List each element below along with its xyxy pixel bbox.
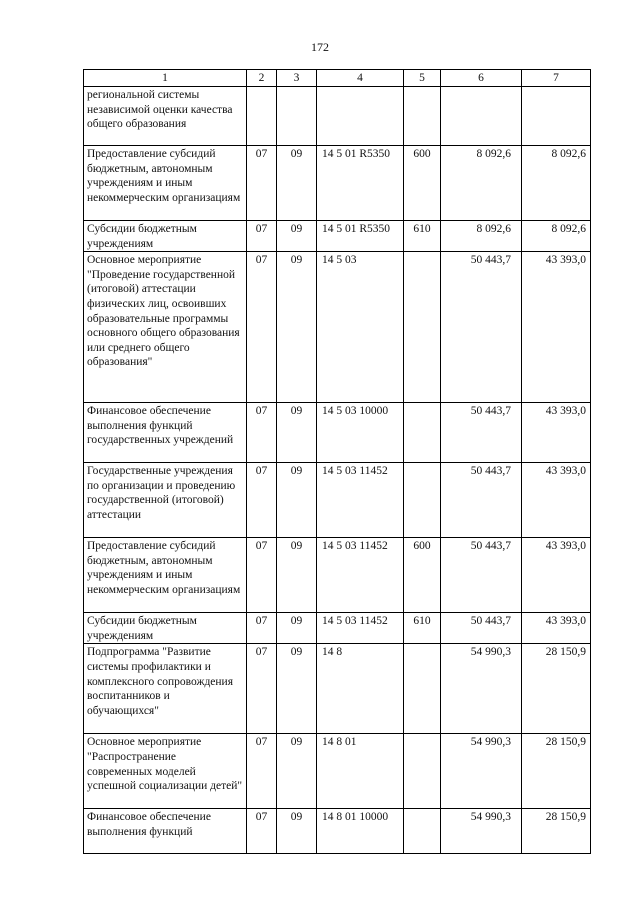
row-description: Финансовое обеспечение выполнения функций bbox=[84, 809, 247, 854]
column-header: 2 bbox=[247, 70, 277, 87]
row-amount-col7: 8 092,6 bbox=[522, 146, 591, 221]
row-target-article: 14 5 03 11452 bbox=[317, 463, 404, 538]
row-description: Государственные учреждения по организации и проведению государственной (итоговой) аттестации bbox=[84, 463, 247, 538]
row-subsection: 09 bbox=[277, 252, 317, 403]
row-amount-col7 bbox=[522, 87, 591, 146]
row-target-article: 14 5 03 10000 bbox=[317, 403, 404, 463]
table-row bbox=[84, 538, 591, 613]
row-target-article: 14 5 03 bbox=[317, 252, 404, 403]
column-header: 6 bbox=[441, 70, 522, 87]
row-section: 07 bbox=[247, 146, 277, 221]
row-section: 07 bbox=[247, 252, 277, 403]
table-row bbox=[84, 403, 591, 463]
row-amount-col6: 50 443,7 bbox=[441, 252, 522, 403]
row-amount-col7: 43 393,0 bbox=[522, 403, 591, 463]
table-row bbox=[84, 613, 591, 644]
row-subsection: 09 bbox=[277, 403, 317, 463]
row-expense-type: 600 bbox=[404, 538, 441, 613]
row-amount-col7: 43 393,0 bbox=[522, 252, 591, 403]
row-target-article: 14 5 03 11452 bbox=[317, 538, 404, 613]
row-subsection: 09 bbox=[277, 809, 317, 854]
row-section: 07 bbox=[247, 734, 277, 809]
column-header: 7 bbox=[522, 70, 591, 87]
row-description: Основное мероприятие "Проведение государственной (итоговой) аттестации физических лиц, освоивших образовательные программы основного общего образования или среднего общего образования" bbox=[84, 252, 247, 403]
row-target-article: 14 5 01 R5350 bbox=[317, 146, 404, 221]
row-amount-col7: 43 393,0 bbox=[522, 538, 591, 613]
row-subsection: 09 bbox=[277, 613, 317, 644]
row-expense-type: 610 bbox=[404, 221, 441, 252]
row-target-article: 14 5 03 11452 bbox=[317, 613, 404, 644]
row-description: Субсидии бюджетным учреждениям bbox=[84, 613, 247, 644]
row-amount-col6: 50 443,7 bbox=[441, 463, 522, 538]
table-row bbox=[84, 463, 591, 538]
row-subsection: 09 bbox=[277, 644, 317, 734]
row-amount-col7: 28 150,9 bbox=[522, 734, 591, 809]
column-header: 4 bbox=[317, 70, 404, 87]
row-target-article bbox=[317, 87, 404, 146]
column-header: 3 bbox=[277, 70, 317, 87]
row-section: 07 bbox=[247, 809, 277, 854]
row-amount-col7: 28 150,9 bbox=[522, 644, 591, 734]
row-amount-col6: 54 990,3 bbox=[441, 734, 522, 809]
row-amount-col6: 50 443,7 bbox=[441, 613, 522, 644]
row-target-article: 14 5 01 R5350 bbox=[317, 221, 404, 252]
row-amount-col6 bbox=[441, 87, 522, 146]
row-target-article: 14 8 01 10000 bbox=[317, 809, 404, 854]
row-target-article: 14 8 bbox=[317, 644, 404, 734]
row-amount-col7: 43 393,0 bbox=[522, 613, 591, 644]
row-expense-type: 600 bbox=[404, 146, 441, 221]
table-row bbox=[84, 87, 591, 146]
row-description: Финансовое обеспечение выполнения функций государственных учреждений bbox=[84, 403, 247, 463]
row-subsection: 09 bbox=[277, 221, 317, 252]
row-description: Основное мероприятие "Распространение современных моделей успешной социализации детей" bbox=[84, 734, 247, 809]
row-expense-type bbox=[404, 252, 441, 403]
table-row bbox=[84, 252, 591, 403]
row-description: Субсидии бюджетным учреждениям bbox=[84, 221, 247, 252]
row-amount-col7: 8 092,6 bbox=[522, 221, 591, 252]
row-expense-type bbox=[404, 809, 441, 854]
row-expense-type: 610 bbox=[404, 613, 441, 644]
row-expense-type bbox=[404, 644, 441, 734]
row-expense-type bbox=[404, 403, 441, 463]
row-subsection: 09 bbox=[277, 146, 317, 221]
column-header: 1 bbox=[84, 70, 247, 87]
table-row bbox=[84, 644, 591, 734]
row-target-article: 14 8 01 bbox=[317, 734, 404, 809]
row-section: 07 bbox=[247, 613, 277, 644]
budget-table bbox=[83, 69, 591, 854]
row-description: региональной системы независимой оценки качества общего образования bbox=[84, 87, 247, 146]
row-expense-type bbox=[404, 734, 441, 809]
page-number: 172 bbox=[311, 40, 329, 54]
row-expense-type bbox=[404, 87, 441, 146]
row-amount-col6: 54 990,3 bbox=[441, 809, 522, 854]
row-amount-col7: 28 150,9 bbox=[522, 809, 591, 854]
table-row bbox=[84, 221, 591, 252]
table-row bbox=[84, 146, 591, 221]
row-section: 07 bbox=[247, 463, 277, 538]
table-row bbox=[84, 809, 591, 854]
row-subsection: 09 bbox=[277, 734, 317, 809]
row-subsection: 09 bbox=[277, 538, 317, 613]
row-section: 07 bbox=[247, 221, 277, 252]
row-amount-col6: 54 990,3 bbox=[441, 644, 522, 734]
row-section: 07 bbox=[247, 538, 277, 613]
row-description: Предоставление субсидий бюджетным, автономным учреждениям и иным некоммерческим организациям bbox=[84, 538, 247, 613]
row-amount-col7: 43 393,0 bbox=[522, 463, 591, 538]
row-expense-type bbox=[404, 463, 441, 538]
column-header: 5 bbox=[404, 70, 441, 87]
row-amount-col6: 8 092,6 bbox=[441, 221, 522, 252]
row-section bbox=[247, 87, 277, 146]
row-section: 07 bbox=[247, 644, 277, 734]
row-subsection: 09 bbox=[277, 463, 317, 538]
row-section: 07 bbox=[247, 403, 277, 463]
row-description: Подпрограмма "Развитие системы профилактики и комплексного сопровождения воспитанников и обучающихся" bbox=[84, 644, 247, 734]
row-description: Предоставление субсидий бюджетным, автономным учреждениям и иным некоммерческим организациям bbox=[84, 146, 247, 221]
table-row bbox=[84, 734, 591, 809]
row-amount-col6: 8 092,6 bbox=[441, 146, 522, 221]
row-amount-col6: 50 443,7 bbox=[441, 538, 522, 613]
row-subsection bbox=[277, 87, 317, 146]
table-header-row bbox=[84, 70, 591, 87]
row-amount-col6: 50 443,7 bbox=[441, 403, 522, 463]
